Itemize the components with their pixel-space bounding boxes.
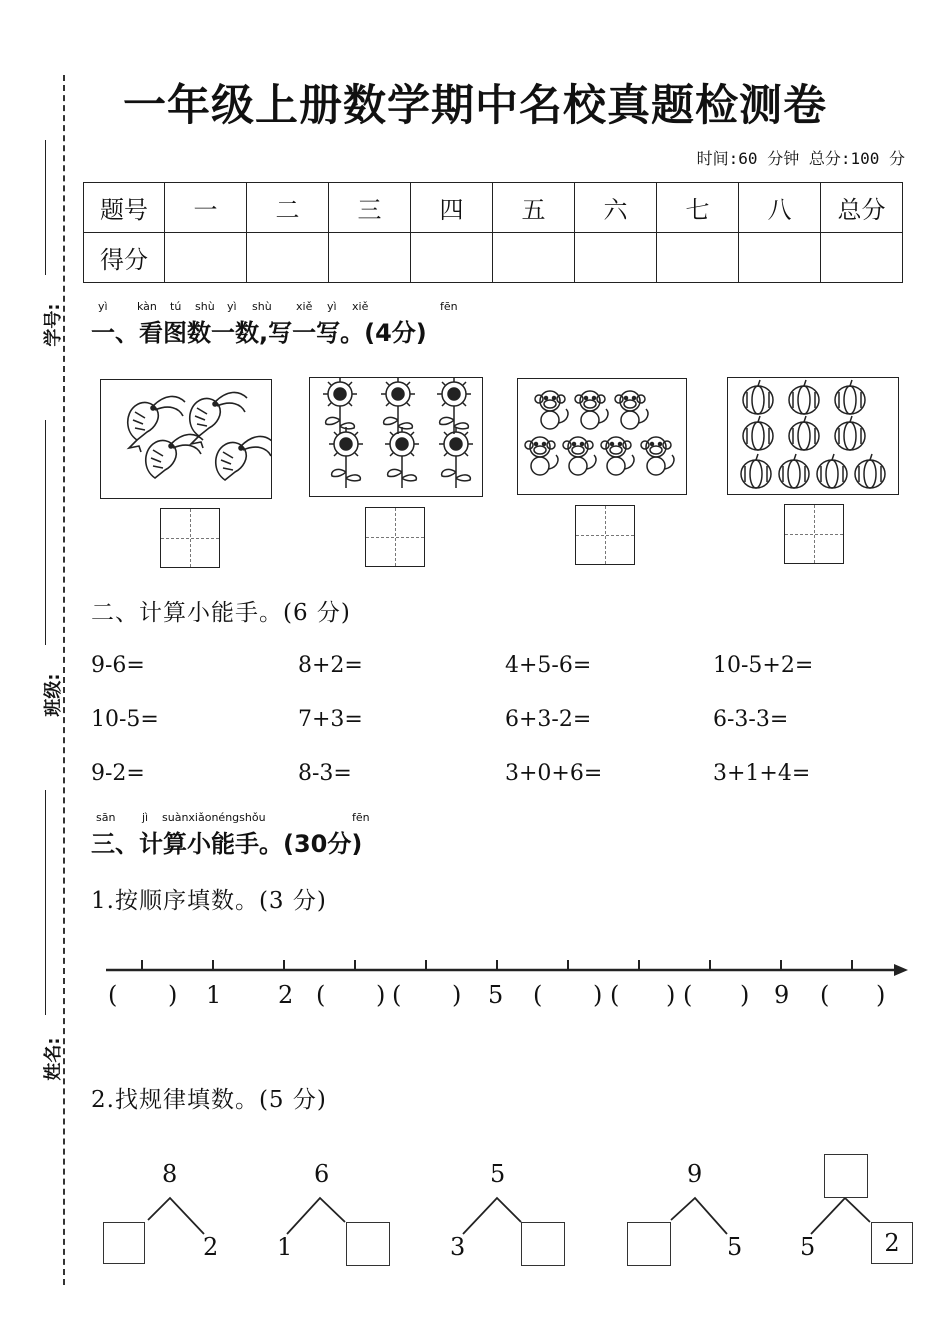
equation: 6-3-3= [713,707,789,732]
score-table [83,182,903,283]
pinyin: shù [195,300,215,313]
pinyin: fēn [440,300,458,313]
tree-blank-box[interactable] [346,1222,390,1266]
score-cell-header: 六 [575,183,657,233]
tree-blank-box[interactable] [627,1222,671,1266]
name-label: 姓名: [43,1037,64,1081]
number-line-value: 2 [278,981,294,1009]
equation: 6+3-2= [505,707,592,732]
equation: 9-2= [91,761,145,786]
tree-blank-box[interactable] [103,1222,145,1264]
student-no-label: 学号: [43,303,64,347]
shrimp-icon [101,380,271,498]
shrimp-picture [100,379,272,499]
number-line-bracket: ( [108,981,118,1009]
tree-right-number: 2 [203,1233,219,1261]
score-cell-blank[interactable] [329,233,411,283]
number-line-bracket: ( [392,981,402,1009]
pinyin: yì [98,300,108,313]
answer-box[interactable] [784,504,844,564]
tree-left-number: 3 [450,1233,466,1261]
answer-box[interactable] [575,505,635,565]
score-cell-blank[interactable] [493,233,575,283]
number-line-bracket: ) [376,981,386,1009]
number-line-bracket: ) [168,981,178,1009]
score-cell-header: 一 [165,183,247,233]
pinyin: yì [327,300,337,313]
tree-top-number: 9 [687,1160,703,1188]
pinyin: tú [170,300,182,313]
pumpkin-icon [728,378,898,494]
pinyin: xiě [296,300,313,313]
answer-box[interactable] [160,508,220,568]
number-line-bracket: ( [316,981,326,1009]
equation: 3+1+4= [713,761,811,786]
equation: 3+0+6= [505,761,603,786]
number-line-bracket: ) [452,981,462,1009]
number-line [100,955,915,985]
score-cell-header: 七 [657,183,739,233]
number-line-bracket: ) [876,981,886,1009]
tree-top-number: 5 [490,1160,506,1188]
number-line-bracket: ) [666,981,676,1009]
pinyin: fēn [352,811,370,824]
class-label: 班级: [43,673,64,717]
sunflower-picture [309,377,483,497]
number-line-bracket: ) [740,981,750,1009]
score-cell-header: 三 [329,183,411,233]
score-cell-header: 二 [247,183,329,233]
equation: 8+2= [298,653,363,678]
answer-box[interactable] [365,507,425,567]
pinyin: yì [227,300,237,313]
pumpkin-picture [727,377,899,495]
tree-top-number: 8 [162,1160,178,1188]
score-cell-blank[interactable] [247,233,329,283]
score-cell-header: 题号 [84,183,165,233]
equation: 7+3= [298,707,363,732]
number-line-value: 5 [488,981,504,1009]
number-line-bracket: ( [683,981,693,1009]
sunflower-icon [310,378,482,496]
number-line-bracket: ( [610,981,620,1009]
pinyin: suànxiǎonéngshǒu [162,811,266,824]
score-cell-blank[interactable] [821,233,903,283]
equation: 4+5-6= [505,653,592,678]
time-info: 时间:60 分钟 总分:100 分 [696,149,905,168]
class-line [45,420,46,645]
tree-top-number: 6 [314,1160,330,1188]
tree-right-box: 2 [871,1222,913,1264]
tree-left-number: 1 [277,1233,293,1261]
tree-right-number: 5 [727,1233,743,1261]
tree-left-number: 5 [800,1233,816,1261]
equation: 10-5+2= [713,653,814,678]
score-cell-blank[interactable] [657,233,739,283]
score-cell-blank[interactable] [411,233,493,283]
equation: 10-5= [91,707,159,732]
number-line-bracket: ) [593,981,603,1009]
section1-title: 一、看图数一数,写一写。(4分) [91,319,427,347]
number-line-value: 1 [206,981,222,1009]
name-line [45,790,46,1015]
score-cell-blank[interactable] [739,233,821,283]
score-table-score-row [84,233,903,283]
section2-title: 二、计算小能手。(6 分) [91,600,351,626]
tree-blank-box[interactable] [521,1222,565,1266]
score-cell-header: 八 [739,183,821,233]
pinyin: kàn [137,300,157,313]
score-table-header-row [84,183,903,233]
score-cell-header: 总分 [821,183,903,233]
tree-blank-box[interactable] [824,1154,868,1198]
question1-title: 1.按顺序填数。(3 分) [91,888,327,914]
equation: 8-3= [298,761,352,786]
pinyin: sān [96,811,116,824]
monkey-icon [518,379,686,494]
number-line-bracket: ( [820,981,830,1009]
page-title: 一年级上册数学期中名校真题检测卷 [123,81,827,131]
score-row-label: 得分 [84,233,165,283]
monkey-picture [517,378,687,495]
score-cell-header: 五 [493,183,575,233]
section3-title: 三、计算小能手。(30分) [91,830,363,858]
student-no-line [45,140,46,275]
pinyin: xiě [352,300,369,313]
equation: 9-6= [91,653,145,678]
score-cell-blank[interactable] [165,233,247,283]
score-cell-header: 四 [411,183,493,233]
score-cell-blank[interactable] [575,233,657,283]
pinyin: shù [252,300,272,313]
question2-title: 2.找规律填数。(5 分) [91,1087,327,1113]
number-line-bracket: ( [533,981,543,1009]
number-line-value: 9 [774,981,790,1009]
pinyin: jì [142,811,149,824]
